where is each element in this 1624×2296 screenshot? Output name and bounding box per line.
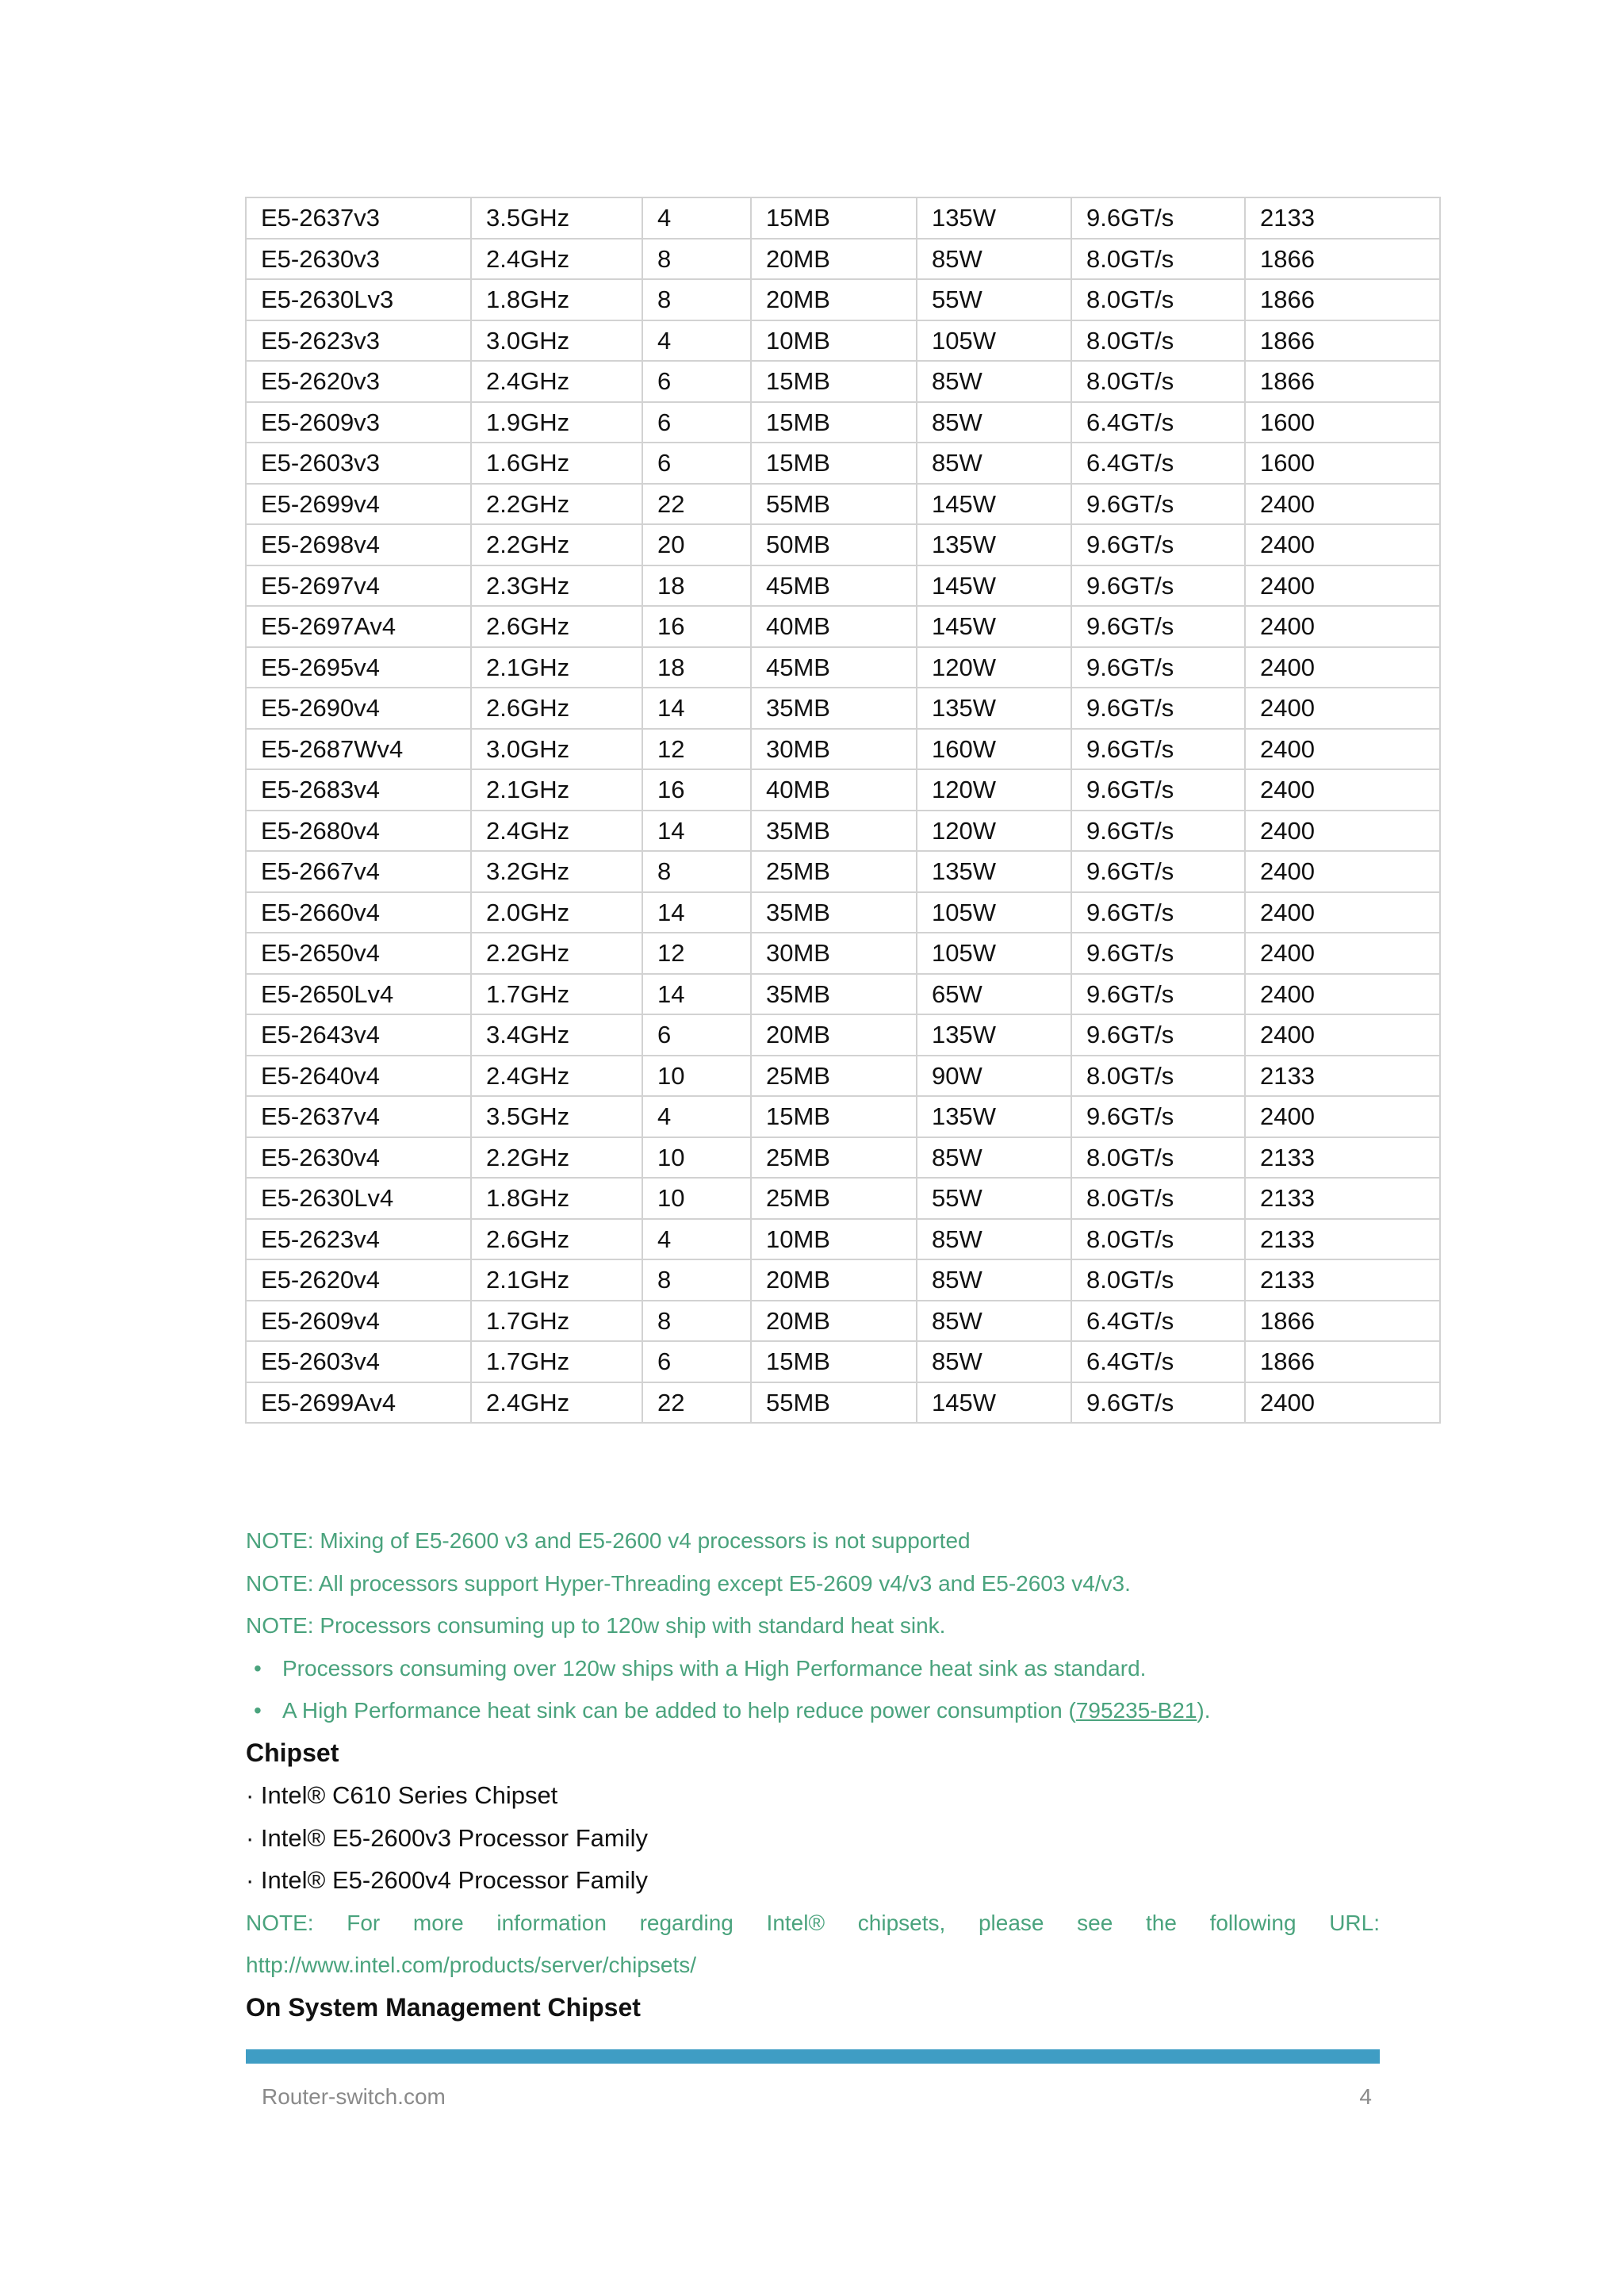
table-row bbox=[246, 524, 1440, 565]
cell-qpi-speed: 9.6GT/s bbox=[1071, 769, 1245, 811]
table-row bbox=[246, 688, 1440, 729]
cell-power: 85W bbox=[917, 402, 1071, 443]
cell-power: 135W bbox=[917, 197, 1071, 239]
cell-cores: 22 bbox=[642, 1382, 751, 1424]
chipset-note-word: more bbox=[412, 1910, 464, 1935]
bullet-text: Processors consuming over 120w ships with a High Performance heat sink as standard. bbox=[282, 1655, 1147, 1681]
cell-cache: 35MB bbox=[751, 974, 917, 1015]
chipset-note-word: URL: bbox=[1329, 1910, 1380, 1935]
chipset-note-word: information bbox=[496, 1910, 607, 1935]
cell-power: 135W bbox=[917, 688, 1071, 729]
cell-cache: 20MB bbox=[751, 1014, 917, 1056]
cell-qpi-speed: 9.6GT/s bbox=[1071, 933, 1245, 974]
cell-frequency: 2.6GHz bbox=[471, 688, 642, 729]
cell-cache: 15MB bbox=[751, 1341, 917, 1382]
cell-frequency: 2.2GHz bbox=[471, 1137, 642, 1179]
cell-power: 105W bbox=[917, 933, 1071, 974]
cell-memory-speed: 1866 bbox=[1245, 320, 1440, 362]
processor-table bbox=[245, 197, 1441, 1424]
table-row bbox=[246, 443, 1440, 484]
cell-memory-speed: 2400 bbox=[1245, 933, 1440, 974]
table-row bbox=[246, 1259, 1440, 1301]
chipset-note-word: Intel® bbox=[766, 1910, 825, 1935]
cell-model: E5-2603v3 bbox=[246, 443, 471, 484]
cell-cores: 10 bbox=[642, 1137, 751, 1179]
cell-frequency: 2.4GHz bbox=[471, 361, 642, 402]
cell-frequency: 2.0GHz bbox=[471, 892, 642, 933]
cell-cache: 35MB bbox=[751, 688, 917, 729]
chipset-note-word: please bbox=[978, 1910, 1044, 1935]
cell-cache: 40MB bbox=[751, 606, 917, 647]
cell-frequency: 3.5GHz bbox=[471, 1096, 642, 1137]
cell-cores: 20 bbox=[642, 524, 751, 565]
cell-frequency: 3.5GHz bbox=[471, 197, 642, 239]
table-row bbox=[246, 811, 1440, 852]
cell-memory-speed: 2400 bbox=[1245, 565, 1440, 607]
cell-memory-speed: 1866 bbox=[1245, 239, 1440, 280]
cell-model: E5-2630Lv4 bbox=[246, 1178, 471, 1219]
cell-memory-speed: 1866 bbox=[1245, 1341, 1440, 1382]
table-row bbox=[246, 320, 1440, 362]
table-row bbox=[246, 1096, 1440, 1137]
cell-frequency: 1.9GHz bbox=[471, 402, 642, 443]
cell-model: E5-2697Av4 bbox=[246, 606, 471, 647]
cell-memory-speed: 2400 bbox=[1245, 769, 1440, 811]
cell-frequency: 1.8GHz bbox=[471, 279, 642, 320]
cell-frequency: 2.4GHz bbox=[471, 1382, 642, 1424]
cell-frequency: 1.8GHz bbox=[471, 1178, 642, 1219]
table-row bbox=[246, 1341, 1440, 1382]
table-row bbox=[246, 606, 1440, 647]
cell-power: 145W bbox=[917, 565, 1071, 607]
table-row bbox=[246, 647, 1440, 688]
cell-cache: 25MB bbox=[751, 1178, 917, 1219]
cell-cores: 6 bbox=[642, 1014, 751, 1056]
cell-cores: 18 bbox=[642, 647, 751, 688]
cell-model: E5-2683v4 bbox=[246, 769, 471, 811]
table-row bbox=[246, 1178, 1440, 1219]
cell-frequency: 2.1GHz bbox=[471, 1259, 642, 1301]
cell-cache: 15MB bbox=[751, 1096, 917, 1137]
cell-cores: 12 bbox=[642, 729, 751, 770]
cell-frequency: 2.4GHz bbox=[471, 1056, 642, 1097]
cell-memory-speed: 1600 bbox=[1245, 402, 1440, 443]
cell-model: E5-2660v4 bbox=[246, 892, 471, 933]
cell-frequency: 2.2GHz bbox=[471, 933, 642, 974]
cell-qpi-speed: 6.4GT/s bbox=[1071, 1341, 1245, 1382]
cell-power: 145W bbox=[917, 484, 1071, 525]
cell-model: E5-2680v4 bbox=[246, 811, 471, 852]
cell-power: 85W bbox=[917, 361, 1071, 402]
cell-qpi-speed: 9.6GT/s bbox=[1071, 1382, 1245, 1424]
chipset-item: · Intel® E5-2600v4 Processor Family bbox=[246, 1866, 648, 1894]
chipset-note-word: For bbox=[347, 1910, 381, 1935]
cell-power: 85W bbox=[917, 239, 1071, 280]
cell-cache: 20MB bbox=[751, 279, 917, 320]
cell-cores: 8 bbox=[642, 1259, 751, 1301]
chipset-note-word: chipsets, bbox=[857, 1910, 946, 1935]
cell-cache: 50MB bbox=[751, 524, 917, 565]
cell-power: 85W bbox=[917, 1341, 1071, 1382]
cell-memory-speed: 2400 bbox=[1245, 688, 1440, 729]
cell-qpi-speed: 8.0GT/s bbox=[1071, 1219, 1245, 1260]
cell-memory-speed: 2400 bbox=[1245, 729, 1440, 770]
chipset-note-word: the bbox=[1145, 1910, 1177, 1935]
note-hyperthreading: NOTE: All processors support Hyper-Threading except E5-2609 v4/v3 and E5-2603 v4/v3. bbox=[246, 1570, 1131, 1596]
footer-site: Router-switch.com bbox=[262, 2084, 446, 2109]
cell-memory-speed: 2400 bbox=[1245, 851, 1440, 892]
cell-model: E5-2630v4 bbox=[246, 1137, 471, 1179]
table-row bbox=[246, 402, 1440, 443]
cell-qpi-speed: 9.6GT/s bbox=[1071, 484, 1245, 525]
cell-cache: 10MB bbox=[751, 320, 917, 362]
cell-frequency: 2.1GHz bbox=[471, 769, 642, 811]
table-row bbox=[246, 1014, 1440, 1056]
cell-memory-speed: 2133 bbox=[1245, 197, 1440, 239]
cell-power: 85W bbox=[917, 1137, 1071, 1179]
cell-frequency: 2.4GHz bbox=[471, 811, 642, 852]
cell-qpi-speed: 8.0GT/s bbox=[1071, 1137, 1245, 1179]
cell-qpi-speed: 9.6GT/s bbox=[1071, 197, 1245, 239]
table-row bbox=[246, 1137, 1440, 1179]
cell-qpi-speed: 8.0GT/s bbox=[1071, 1056, 1245, 1097]
cell-qpi-speed: 9.6GT/s bbox=[1071, 647, 1245, 688]
cell-frequency: 1.6GHz bbox=[471, 443, 642, 484]
cell-frequency: 2.3GHz bbox=[471, 565, 642, 607]
table-row bbox=[246, 933, 1440, 974]
cell-cache: 55MB bbox=[751, 484, 917, 525]
cell-memory-speed: 2133 bbox=[1245, 1259, 1440, 1301]
cell-cache: 30MB bbox=[751, 933, 917, 974]
table-row bbox=[246, 974, 1440, 1015]
cell-memory-speed: 2400 bbox=[1245, 811, 1440, 852]
cell-model: E5-2630v3 bbox=[246, 239, 471, 280]
cell-model: E5-2699Av4 bbox=[246, 1382, 471, 1424]
bullet-text-after: ). bbox=[1197, 1698, 1211, 1723]
cell-cache: 25MB bbox=[751, 851, 917, 892]
cell-cores: 14 bbox=[642, 811, 751, 852]
cell-memory-speed: 1866 bbox=[1245, 361, 1440, 402]
cell-qpi-speed: 8.0GT/s bbox=[1071, 239, 1245, 280]
cell-qpi-speed: 6.4GT/s bbox=[1071, 443, 1245, 484]
notes-section bbox=[246, 1520, 1380, 2029]
cell-cores: 8 bbox=[642, 279, 751, 320]
cell-model: E5-2630Lv3 bbox=[246, 279, 471, 320]
cell-cores: 18 bbox=[642, 565, 751, 607]
cell-cores: 8 bbox=[642, 851, 751, 892]
footer-bar bbox=[246, 2049, 1380, 2064]
cell-power: 135W bbox=[917, 1014, 1071, 1056]
cell-memory-speed: 1866 bbox=[1245, 1301, 1440, 1342]
table-row bbox=[246, 361, 1440, 402]
cell-cores: 14 bbox=[642, 688, 751, 729]
cell-power: 135W bbox=[917, 851, 1071, 892]
bullet-icon: • bbox=[254, 1698, 262, 1723]
cell-power: 160W bbox=[917, 729, 1071, 770]
cell-cores: 16 bbox=[642, 769, 751, 811]
cell-power: 55W bbox=[917, 1178, 1071, 1219]
cell-cores: 6 bbox=[642, 361, 751, 402]
cell-memory-speed: 2400 bbox=[1245, 484, 1440, 525]
page-number: 4 bbox=[1359, 2084, 1372, 2109]
cell-cache: 40MB bbox=[751, 769, 917, 811]
cell-qpi-speed: 9.6GT/s bbox=[1071, 1014, 1245, 1056]
cell-cache: 15MB bbox=[751, 443, 917, 484]
note-mixing: NOTE: Mixing of E5-2600 v3 and E5-2600 v4 processors is not supported bbox=[246, 1528, 971, 1553]
cell-frequency: 2.2GHz bbox=[471, 484, 642, 525]
cell-memory-speed: 2400 bbox=[1245, 892, 1440, 933]
cell-model: E5-2637v4 bbox=[246, 1096, 471, 1137]
cell-model: E5-2650v4 bbox=[246, 933, 471, 974]
cell-model: E5-2697v4 bbox=[246, 565, 471, 607]
cell-qpi-speed: 8.0GT/s bbox=[1071, 279, 1245, 320]
cell-power: 120W bbox=[917, 769, 1071, 811]
cell-power: 65W bbox=[917, 974, 1071, 1015]
cell-qpi-speed: 9.6GT/s bbox=[1071, 524, 1245, 565]
cell-model: E5-2690v4 bbox=[246, 688, 471, 729]
cell-model: E5-2609v4 bbox=[246, 1301, 471, 1342]
cell-memory-speed: 2400 bbox=[1245, 606, 1440, 647]
cell-model: E5-2699v4 bbox=[246, 484, 471, 525]
cell-memory-speed: 1866 bbox=[1245, 279, 1440, 320]
cell-model: E5-2620v3 bbox=[246, 361, 471, 402]
table-row bbox=[246, 197, 1440, 239]
cell-qpi-speed: 9.6GT/s bbox=[1071, 974, 1245, 1015]
bullet-icon: • bbox=[254, 1655, 262, 1681]
cell-cache: 35MB bbox=[751, 811, 917, 852]
cell-memory-speed: 2133 bbox=[1245, 1219, 1440, 1260]
cell-power: 105W bbox=[917, 320, 1071, 362]
table-row bbox=[246, 1219, 1440, 1260]
cell-cache: 15MB bbox=[751, 361, 917, 402]
cell-cache: 45MB bbox=[751, 565, 917, 607]
cell-model: E5-2698v4 bbox=[246, 524, 471, 565]
table-row bbox=[246, 892, 1440, 933]
cell-qpi-speed: 8.0GT/s bbox=[1071, 1259, 1245, 1301]
cell-frequency: 2.6GHz bbox=[471, 606, 642, 647]
note-heatsink: NOTE: Processors consuming up to 120w ship with standard heat sink. bbox=[246, 1613, 946, 1638]
cell-frequency: 2.2GHz bbox=[471, 524, 642, 565]
cell-qpi-speed: 9.6GT/s bbox=[1071, 688, 1245, 729]
cell-frequency: 2.4GHz bbox=[471, 239, 642, 280]
bullet-item-heatsink-high bbox=[246, 1647, 1380, 1690]
cell-model: E5-2643v4 bbox=[246, 1014, 471, 1056]
cell-cores: 8 bbox=[642, 1301, 751, 1342]
cell-memory-speed: 2133 bbox=[1245, 1056, 1440, 1097]
system-management-heading: On System Management Chipset bbox=[246, 1992, 641, 2022]
table-row bbox=[246, 1301, 1440, 1342]
cell-cores: 6 bbox=[642, 1341, 751, 1382]
processor-table-body bbox=[246, 197, 1440, 1423]
cell-cores: 4 bbox=[642, 197, 751, 239]
cell-qpi-speed: 9.6GT/s bbox=[1071, 606, 1245, 647]
cell-frequency: 3.0GHz bbox=[471, 320, 642, 362]
cell-power: 90W bbox=[917, 1056, 1071, 1097]
cell-memory-speed: 2400 bbox=[1245, 1014, 1440, 1056]
cell-cache: 15MB bbox=[751, 402, 917, 443]
cell-qpi-speed: 9.6GT/s bbox=[1071, 1096, 1245, 1137]
bullet-item-heatsink-option bbox=[246, 1689, 1380, 1732]
table-row bbox=[246, 565, 1440, 607]
cell-cores: 6 bbox=[642, 402, 751, 443]
cell-power: 55W bbox=[917, 279, 1071, 320]
bullet-text-before: A High Performance heat sink can be added to help reduce power consumption ( bbox=[282, 1698, 1076, 1723]
table-row bbox=[246, 851, 1440, 892]
cell-cache: 20MB bbox=[751, 1259, 917, 1301]
cell-power: 85W bbox=[917, 443, 1071, 484]
cell-cores: 22 bbox=[642, 484, 751, 525]
cell-power: 145W bbox=[917, 1382, 1071, 1424]
cell-memory-speed: 2133 bbox=[1245, 1137, 1440, 1179]
cell-qpi-speed: 8.0GT/s bbox=[1071, 361, 1245, 402]
cell-cache: 55MB bbox=[751, 1382, 917, 1424]
table-row bbox=[246, 279, 1440, 320]
chipset-note-word: following bbox=[1209, 1910, 1297, 1935]
cell-power: 135W bbox=[917, 524, 1071, 565]
cell-cores: 4 bbox=[642, 1096, 751, 1137]
cell-cores: 8 bbox=[642, 239, 751, 280]
part-number-link[interactable]: 795235-B21 bbox=[1075, 1698, 1197, 1723]
cell-power: 85W bbox=[917, 1219, 1071, 1260]
cell-model: E5-2650Lv4 bbox=[246, 974, 471, 1015]
chipset-note bbox=[246, 1902, 1380, 1945]
cell-cache: 30MB bbox=[751, 729, 917, 770]
cell-cores: 14 bbox=[642, 974, 751, 1015]
cell-model: E5-2609v3 bbox=[246, 402, 471, 443]
cell-cores: 10 bbox=[642, 1178, 751, 1219]
cell-cache: 15MB bbox=[751, 197, 917, 239]
cell-frequency: 2.1GHz bbox=[471, 647, 642, 688]
cell-memory-speed: 2133 bbox=[1245, 1178, 1440, 1219]
cell-cache: 35MB bbox=[751, 892, 917, 933]
cell-cache: 10MB bbox=[751, 1219, 917, 1260]
cell-qpi-speed: 8.0GT/s bbox=[1071, 320, 1245, 362]
chipset-item: · Intel® C610 Series Chipset bbox=[246, 1781, 558, 1809]
cell-frequency: 2.6GHz bbox=[471, 1219, 642, 1260]
cell-cores: 10 bbox=[642, 1056, 751, 1097]
cell-model: E5-2623v3 bbox=[246, 320, 471, 362]
cell-cores: 12 bbox=[642, 933, 751, 974]
cell-power: 120W bbox=[917, 647, 1071, 688]
cell-qpi-speed: 9.6GT/s bbox=[1071, 729, 1245, 770]
cell-frequency: 1.7GHz bbox=[471, 974, 642, 1015]
cell-qpi-speed: 9.6GT/s bbox=[1071, 892, 1245, 933]
cell-model: E5-2620v4 bbox=[246, 1259, 471, 1301]
table-row bbox=[246, 729, 1440, 770]
cell-power: 85W bbox=[917, 1301, 1071, 1342]
cell-memory-speed: 2400 bbox=[1245, 1382, 1440, 1424]
cell-power: 105W bbox=[917, 892, 1071, 933]
cell-cores: 14 bbox=[642, 892, 751, 933]
cell-memory-speed: 1600 bbox=[1245, 443, 1440, 484]
cell-cores: 16 bbox=[642, 606, 751, 647]
cell-model: E5-2687Wv4 bbox=[246, 729, 471, 770]
cell-model: E5-2695v4 bbox=[246, 647, 471, 688]
cell-qpi-speed: 9.6GT/s bbox=[1071, 565, 1245, 607]
chipset-note-word: NOTE: bbox=[246, 1910, 314, 1935]
cell-frequency: 1.7GHz bbox=[471, 1301, 642, 1342]
cell-power: 135W bbox=[917, 1096, 1071, 1137]
table-row bbox=[246, 239, 1440, 280]
cell-power: 120W bbox=[917, 811, 1071, 852]
cell-model: E5-2637v3 bbox=[246, 197, 471, 239]
cell-model: E5-2623v4 bbox=[246, 1219, 471, 1260]
cell-qpi-speed: 6.4GT/s bbox=[1071, 402, 1245, 443]
cell-cache: 45MB bbox=[751, 647, 917, 688]
cell-memory-speed: 2400 bbox=[1245, 647, 1440, 688]
cell-cores: 4 bbox=[642, 1219, 751, 1260]
cell-model: E5-2603v4 bbox=[246, 1341, 471, 1382]
cell-frequency: 1.7GHz bbox=[471, 1341, 642, 1382]
cell-frequency: 3.4GHz bbox=[471, 1014, 642, 1056]
cell-cache: 25MB bbox=[751, 1137, 917, 1179]
table-row bbox=[246, 484, 1440, 525]
cell-memory-speed: 2400 bbox=[1245, 524, 1440, 565]
cell-power: 85W bbox=[917, 1259, 1071, 1301]
chipset-url[interactable]: http://www.intel.com/products/server/chipsets/ bbox=[246, 1953, 696, 1977]
cell-cache: 20MB bbox=[751, 239, 917, 280]
cell-model: E5-2640v4 bbox=[246, 1056, 471, 1097]
chipset-item: · Intel® E5-2600v3 Processor Family bbox=[246, 1823, 648, 1852]
cell-cache: 25MB bbox=[751, 1056, 917, 1097]
chipset-note-word: regarding bbox=[639, 1910, 733, 1935]
cell-qpi-speed: 8.0GT/s bbox=[1071, 1178, 1245, 1219]
table-row bbox=[246, 1382, 1440, 1424]
cell-cores: 6 bbox=[642, 443, 751, 484]
table-row bbox=[246, 769, 1440, 811]
cell-cores: 4 bbox=[642, 320, 751, 362]
cell-model: E5-2667v4 bbox=[246, 851, 471, 892]
cell-memory-speed: 2400 bbox=[1245, 974, 1440, 1015]
cell-qpi-speed: 6.4GT/s bbox=[1071, 1301, 1245, 1342]
cell-memory-speed: 2400 bbox=[1245, 1096, 1440, 1137]
cell-qpi-speed: 9.6GT/s bbox=[1071, 851, 1245, 892]
chipset-note-word: see bbox=[1077, 1910, 1113, 1935]
cell-frequency: 3.0GHz bbox=[471, 729, 642, 770]
cell-frequency: 3.2GHz bbox=[471, 851, 642, 892]
table-row bbox=[246, 1056, 1440, 1097]
chipset-heading: Chipset bbox=[246, 1738, 339, 1767]
cell-power: 145W bbox=[917, 606, 1071, 647]
cell-cache: 20MB bbox=[751, 1301, 917, 1342]
cell-qpi-speed: 9.6GT/s bbox=[1071, 811, 1245, 852]
